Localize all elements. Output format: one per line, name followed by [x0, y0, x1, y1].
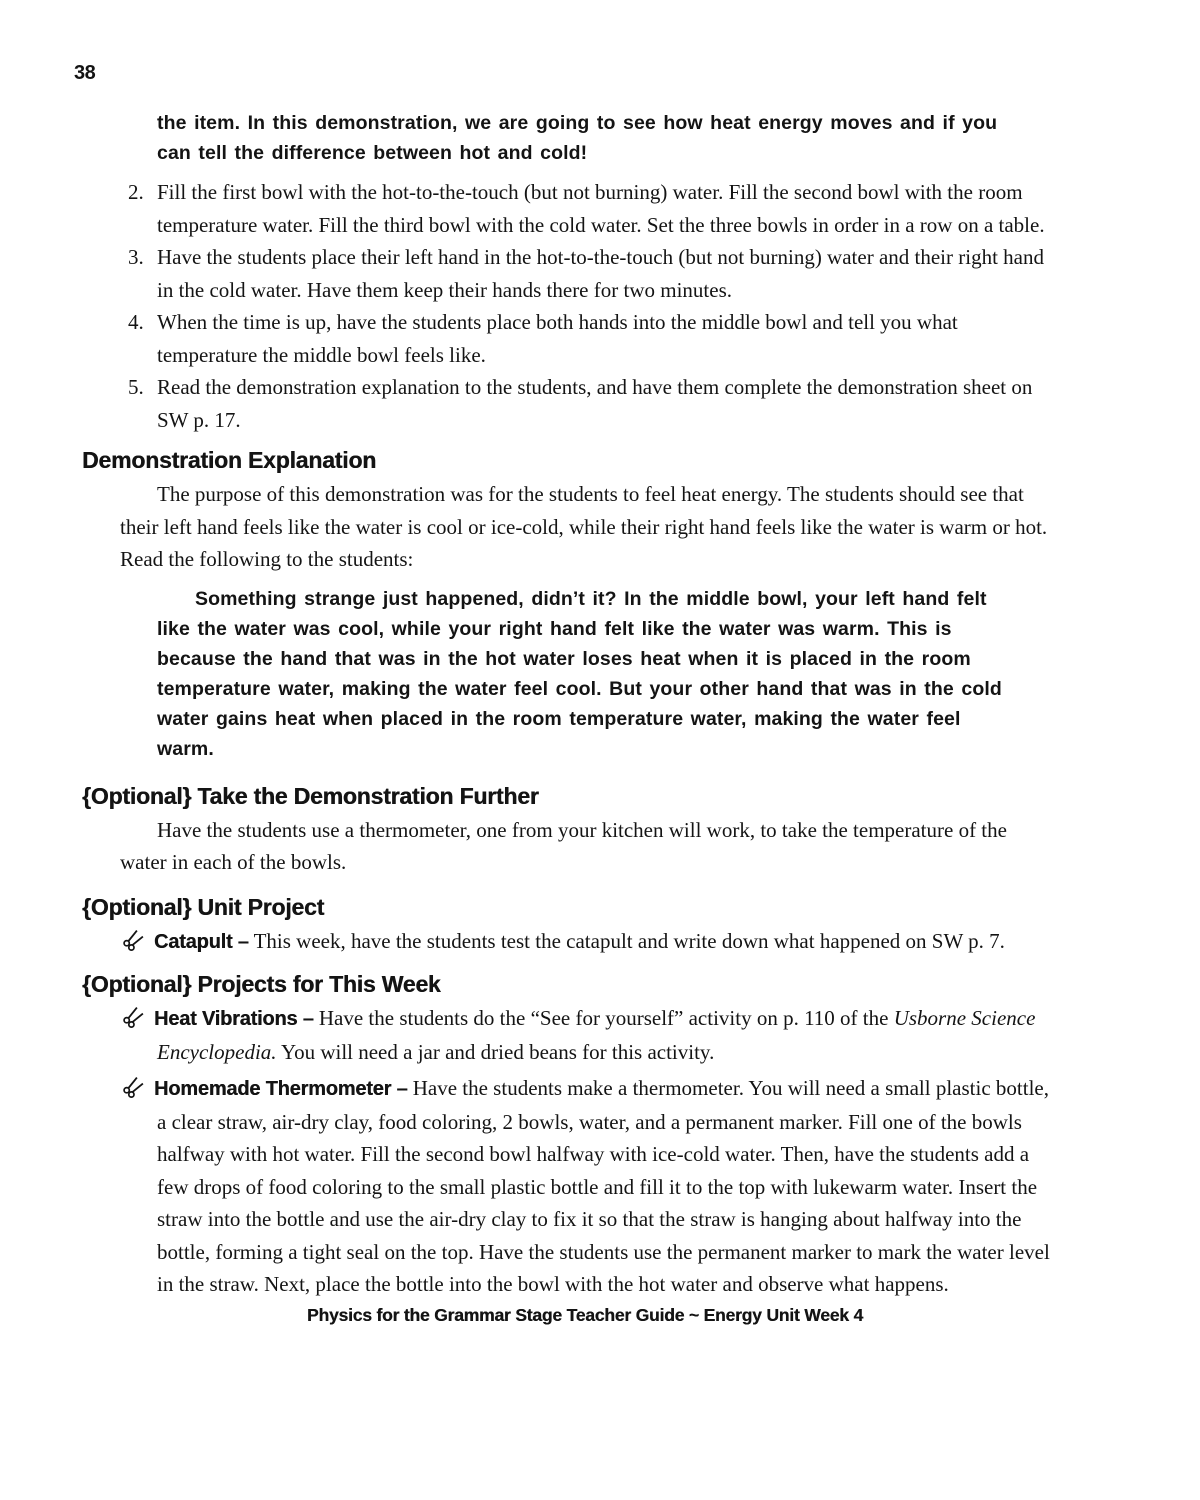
- bullet-text: This week, have the students test the catapult and write down what happened on SW p. 7.: [253, 928, 1005, 953]
- step-text: Fill the first bowl with the hot-to-the-touch (but not burning) water. Fill the second bowl with the room temperature water. Fill the third bowl with the cold water. Set the three bowls in order in a row on a table.: [157, 180, 1045, 237]
- step-item: [82, 176, 1088, 241]
- optional-further-body: Have the students use a thermometer, one from your kitchen will work, to take the temperature of the water in each of the bowls.: [120, 817, 1007, 874]
- section-title-take-demonstration-further: {Optional} Take the Demonstration Further: [82, 782, 539, 809]
- section-title-projects-this-week: {Optional} Projects for This Week: [82, 971, 441, 997]
- bullet-item-homemade-thermometer: [120, 1072, 1052, 1301]
- step-item: [82, 371, 1088, 436]
- step-item: [82, 306, 1088, 371]
- bullet-text: Have the students do the “See for yourself” activity on p. 110 of the: [318, 1006, 894, 1030]
- bullet-label: Catapult –: [154, 930, 249, 953]
- bullet-label: Homemade Thermometer –: [154, 1078, 408, 1100]
- step-number: 5.: [128, 375, 144, 399]
- step-number: 3.: [128, 245, 144, 269]
- bullet-item-catapult: [120, 925, 1052, 959]
- page-number: 38: [74, 62, 96, 84]
- step-number: 2.: [128, 180, 144, 204]
- scissors-icon: [120, 1005, 147, 1029]
- bullet-text: Have the students make a thermometer. You will need a small plastic bottle, a clear straw, air-dry clay, food coloring, 2 bowls, water, and a permanent marker. Fill one of the bowls halfway with hot water. Fill the second bowl halfway with ice-cold water. Then, have the students add a few drops of food coloring to the small plastic bottle and fill it to the top with lukewarm water. Insert the straw into the bottle and use the air-dry clay to fix it so that the straw is hanging about halfway into the bottle, forming a tight seal on the top. Have the students use the permanent marker to mark the water level in the straw. Next, place the bottle into the bowl with the hot water and observe what happens.: [157, 1076, 1050, 1296]
- book-title-italic: Usborne Science Encyclopedia.: [157, 1006, 1036, 1064]
- step-text: When the time is up, have the students place both hands into the middle bowl and tell you what temperature the middle bowl feels like.: [157, 310, 958, 367]
- footer-text: Physics for the Grammar Stage Teacher Guide ~ Energy Unit Week 4: [307, 1304, 863, 1325]
- read-aloud-quote: Something strange just happened, didn’t it? In the middle bowl, your left hand felt like the water was cool, while your right hand felt like the water was warm. This is because the hand that was in the hot water loses heat when it is placed in the room temperature water, making the water feel cool. But your other hand that was in the cold water gains heat when placed in the room temperature water, making the water feel warm.: [157, 587, 1002, 760]
- step-text: Read the demonstration explanation to the students, and have them complete the demonstration sheet on SW p. 17.: [157, 375, 1033, 432]
- bullet-text: You will need a jar and dried beans for this activity.: [276, 1039, 715, 1064]
- explanation-body: The purpose of this demonstration was for the students to feel heat energy. The students should see that their left hand feels like the water is cool or ice-cold, while their right hand feels like the water is warm or hot. Read the following to the students:: [120, 482, 1048, 571]
- numbered-steps: [82, 176, 1088, 436]
- read-aloud-intro: the item. In this demonstration, we are going to see how heat energy moves and if you can tell the difference between hot and cold!: [157, 112, 998, 164]
- bullet-item-heat-vibrations: [120, 1002, 1052, 1068]
- step-item: [82, 241, 1088, 306]
- section-title-demonstration-explanation: Demonstration Explanation: [82, 447, 377, 473]
- scissors-icon: [120, 1075, 147, 1099]
- step-number: 4.: [128, 310, 144, 334]
- section-title-unit-project: {Optional} Unit Project: [82, 893, 325, 920]
- step-text: Have the students place their left hand in the hot-to-the-touch (but not burning) water and their right hand in the cold water. Have them keep their hands there for two minutes.: [157, 245, 1044, 302]
- bullet-label: Heat Vibrations –: [154, 1008, 314, 1030]
- scissors-icon: [120, 928, 147, 952]
